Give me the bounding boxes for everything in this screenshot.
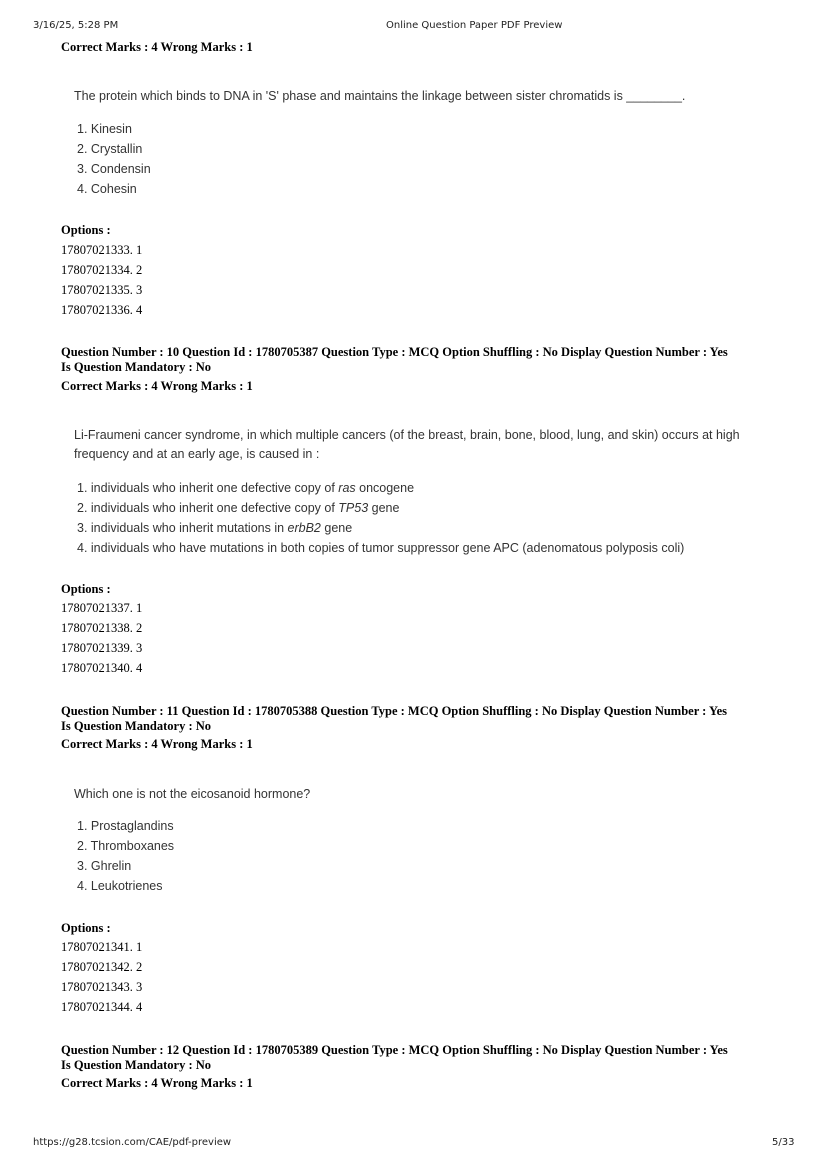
q10-choice-1-pre: 1. individuals who inherit one defective copy of <box>77 481 339 495</box>
q10-question-text: Li-Fraumeni cancer syndrome, in which multiple cancers (of the breast, brain, bone, blood, lung, and skin) occurs at high frequency and at an early age, is caused in : <box>74 428 740 461</box>
q10-choice-3-pre: 3. individuals who inherit mutations in <box>77 521 288 535</box>
q10-option-4: 17807021340. 4 <box>61 661 143 675</box>
q11-choice-4: 4. Leukotrienes <box>77 879 163 893</box>
q10-meta-line2: Is Question Mandatory : No <box>61 360 212 374</box>
q11-option-1: 17807021341. 1 <box>61 940 143 954</box>
print-title: Online Question Paper PDF Preview <box>386 20 563 31</box>
q11-question-text: Which one is not the eicosanoid hormone? <box>74 787 311 801</box>
q9-question-text: The protein which binds to DNA in 'S' phase and maintains the linkage between sister chromatids is ________. <box>74 89 686 103</box>
q10-choice-3-gene: erbB2 <box>287 521 321 535</box>
print-url: https://g28.tcsion.com/CAE/pdf-preview <box>33 1137 232 1148</box>
q10-choice-2 <box>77 501 777 516</box>
q9-choice-4: 4. Cohesin <box>77 182 137 196</box>
q10-choice-2-gene: TP53 <box>338 501 369 515</box>
q9-choice-2: 2. Crystallin <box>77 142 143 156</box>
q10-choice-1 <box>77 481 777 496</box>
q11-choice-2: 2. Thromboxanes <box>77 839 175 853</box>
q11-meta-line1: Question Number : 11 Question Id : 1780705388 Question Type : MCQ Option Shuffling : No Display Question Number : Yes <box>61 704 728 718</box>
q9-option-1: 17807021333. 1 <box>61 243 143 257</box>
q9-marks: Correct Marks : 4 Wrong Marks : 1 <box>61 40 253 54</box>
q11-options-label: Options : <box>61 921 111 935</box>
q11-choice-1: 1. Prostaglandins <box>77 819 174 833</box>
print-page-number: 5/33 <box>772 1137 795 1148</box>
q10-choice-1-gene: ras <box>338 481 356 495</box>
q10-option-3: 17807021339. 3 <box>61 641 143 655</box>
q9-choice-1: 1. Kinesin <box>77 122 132 136</box>
q10-choice-2-post: gene <box>368 501 400 515</box>
print-datetime: 3/16/25, 5:28 PM <box>33 20 119 31</box>
q10-choice-2-pre: 2. individuals who inherit one defective copy of <box>77 501 339 515</box>
q10-option-1: 17807021337. 1 <box>61 601 143 615</box>
q9-option-2: 17807021334. 2 <box>61 263 143 277</box>
q11-meta-line2: Is Question Mandatory : No <box>61 719 212 733</box>
q9-option-3: 17807021335. 3 <box>61 283 143 297</box>
q10-choice-1-post: oncogene <box>355 481 415 495</box>
q10-choice-4: 4. individuals who have mutations in both copies of tumor suppressor gene APC (adenomatous polyposis coli) <box>77 541 685 555</box>
q10-marks: Correct Marks : 4 Wrong Marks : 1 <box>61 379 253 393</box>
q9-choice-3: 3. Condensin <box>77 162 151 176</box>
q9-options-label: Options : <box>61 223 111 237</box>
q10-choice-3 <box>77 521 777 536</box>
q10-option-2: 17807021338. 2 <box>61 621 143 635</box>
q11-choice-3: 3. Ghrelin <box>77 859 132 873</box>
q10-choice-3-post: gene <box>320 521 353 535</box>
q11-marks: Correct Marks : 4 Wrong Marks : 1 <box>61 737 253 751</box>
q12-marks: Correct Marks : 4 Wrong Marks : 1 <box>61 1076 253 1090</box>
q9-option-4: 17807021336. 4 <box>61 303 143 317</box>
q10-options-label: Options : <box>61 582 111 596</box>
q12-meta-line1: Question Number : 12 Question Id : 1780705389 Question Type : MCQ Option Shuffling : No Display Question Number : Yes <box>61 1043 728 1057</box>
q12-meta-line2: Is Question Mandatory : No <box>61 1058 212 1072</box>
q11-option-2: 17807021342. 2 <box>61 960 143 974</box>
q11-option-3: 17807021343. 3 <box>61 980 143 994</box>
q11-option-4: 17807021344. 4 <box>61 1000 143 1014</box>
q10-meta-line1: Question Number : 10 Question Id : 1780705387 Question Type : MCQ Option Shuffling : No Display Question Number : Yes <box>61 345 728 359</box>
